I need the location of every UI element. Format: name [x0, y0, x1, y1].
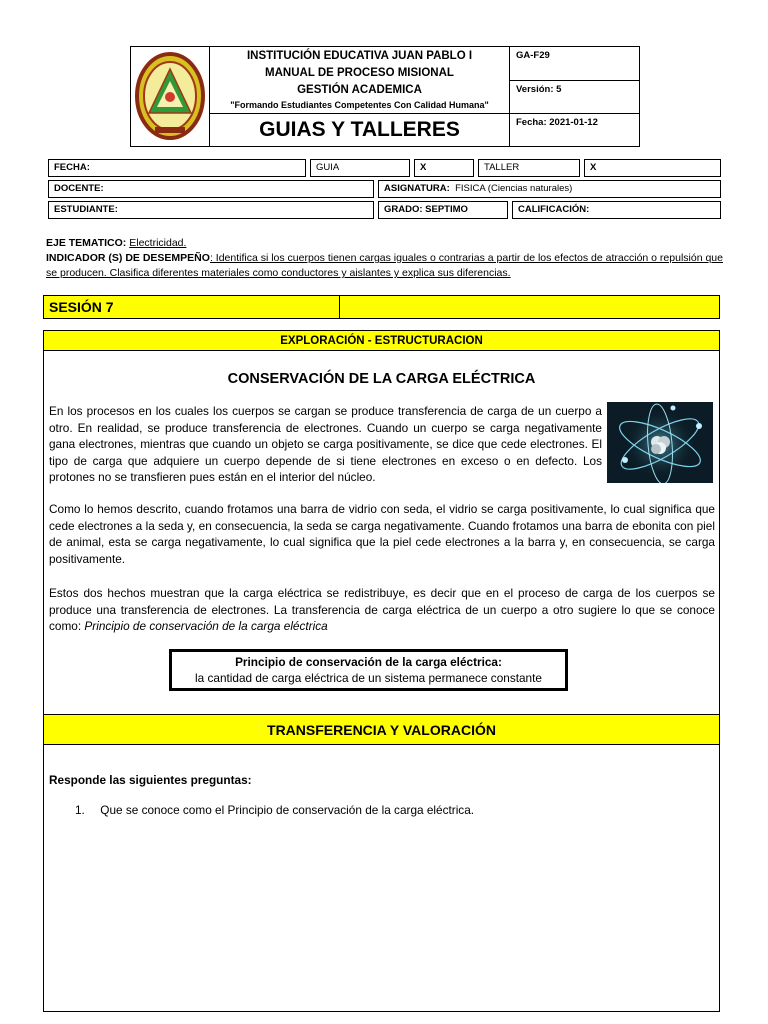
asignatura-field[interactable]	[378, 180, 721, 198]
eje-value: Electricidad.	[129, 237, 187, 249]
paragraph-3-italic: Principio de conservación de la carga eléctrica	[84, 619, 328, 634]
document-date: Fecha: 2021-01-12	[516, 117, 598, 128]
question-number: 1.	[75, 803, 85, 817]
document-header	[130, 46, 640, 147]
indicador-label: INDICADOR (S) DE DESEMPEÑO	[46, 252, 210, 264]
document-code: GA-F29	[510, 47, 639, 81]
eje-indicador-block	[46, 236, 726, 281]
transfer-section	[43, 714, 720, 1012]
atom-illustration-icon	[607, 402, 713, 483]
asignatura-label: ASIGNATURA:	[384, 183, 450, 194]
institution-block	[210, 47, 509, 114]
calificacion-field[interactable]: CALIFICACIÓN:	[512, 201, 721, 219]
guia-mark[interactable]: X	[414, 159, 474, 177]
paragraph-2: Como lo hemos descrito, cuando frotamos una barra de vidrio con seda, el vidrio se carga positivamente, lo cual significa que cede electrones a la seda y, en consecuencia, la seda se carga negativamente. Cuando frotamos una barra de ebonita con piel de animal, esta se carga negativamente, lo cual significa que la piel cede electrones a la barra y, en consecuencia, se carga positivamente.	[49, 502, 715, 566]
paragraph-3-text: Estos dos hechos muestran que la carga eléctrica se redistribuye, es decir que en el proceso de carga de los cuerpos se produce una transferencia de electrones. La transferencia de carga eléctrica de un cuerpo a otro sugiere lo que se conoce como:	[49, 586, 715, 634]
exploration-bar: EXPLORACIÓN - ESTRUCTURACION	[44, 331, 719, 351]
principle-title: Principio de conservación de la carga eléctrica:	[235, 655, 502, 669]
taller-mark[interactable]: X	[584, 159, 721, 177]
grado-field: GRADO: SEPTIMO	[378, 201, 508, 219]
taller-label: TALLER	[478, 159, 580, 177]
institution-name: INSTITUCIÓN EDUCATIVA JUAN PABLO I	[246, 50, 473, 62]
fecha-field[interactable]: FECHA:	[48, 159, 306, 177]
session-label: SESIÓN 7	[44, 296, 340, 318]
question-item	[75, 803, 474, 817]
section-title: CONSERVACIÓN DE LA CARGA ELÉCTRICA	[227, 371, 536, 387]
guia-label: GUIA	[310, 159, 410, 177]
motto: "Formando Estudiantes Competentes Con Calidad Humana"	[230, 100, 489, 110]
area-name: GESTIÓN ACADEMICA	[297, 84, 422, 96]
indicador-line	[46, 251, 726, 281]
header-meta-cell	[510, 47, 639, 146]
indicador-value: : Identifica si los cuerpos tienen cargas iguales o contrarias a partir de los efectos de atracción o repulsión que se producen. Clasifica diferentes materiales como conductores y aislantes y explica sus diferencias.	[46, 252, 723, 279]
school-crest-logo	[131, 47, 210, 146]
atom-image	[607, 402, 713, 483]
docente-field[interactable]: DOCENTE:	[48, 180, 374, 198]
eje-label: EJE TEMATICO:	[46, 237, 127, 249]
manual-name: MANUAL DE PROCESO MISIONAL	[265, 67, 454, 79]
principle-box	[169, 649, 568, 691]
question-text: Que se conoce como el Principio de conservación de la carga eléctrica.	[100, 803, 475, 817]
principle-text: la cantidad de carga eléctrica de un sistema permanece constante	[195, 671, 542, 685]
header-title-cell	[210, 47, 510, 146]
exploration-section	[43, 330, 720, 716]
asignatura-value: FISICA (Ciencias naturales)	[455, 183, 573, 194]
paragraph-3	[49, 585, 715, 635]
paragraph-1: En los procesos en los cuales los cuerpos se cargan se produce transferencia de carga de un cuerpo a otro. En realidad, se produce transferencia de electrones. Cuando un cuerpo se carga negativamente gana electrones, mientras que cuando un objeto se carga positivamente, se dice que cede electrones. El tipo de carga que adquiere un cuerpo depende de si tiene electrones en exceso o en defecto. Los protones no se transfieren pues están en el interior del núcleo.	[49, 404, 602, 485]
questions-intro: Responde las siguientes preguntas:	[49, 773, 252, 787]
eje-line	[46, 236, 726, 251]
estudiante-field[interactable]: ESTUDIANTE:	[48, 201, 374, 219]
document-version: Versión: 5	[510, 81, 639, 114]
transfer-bar: TRANSFERENCIA Y VALORACIÓN	[44, 715, 719, 745]
document-title: GUIAS Y TALLERES	[259, 118, 460, 141]
logo-cell	[131, 47, 210, 146]
session-bar	[43, 295, 720, 319]
